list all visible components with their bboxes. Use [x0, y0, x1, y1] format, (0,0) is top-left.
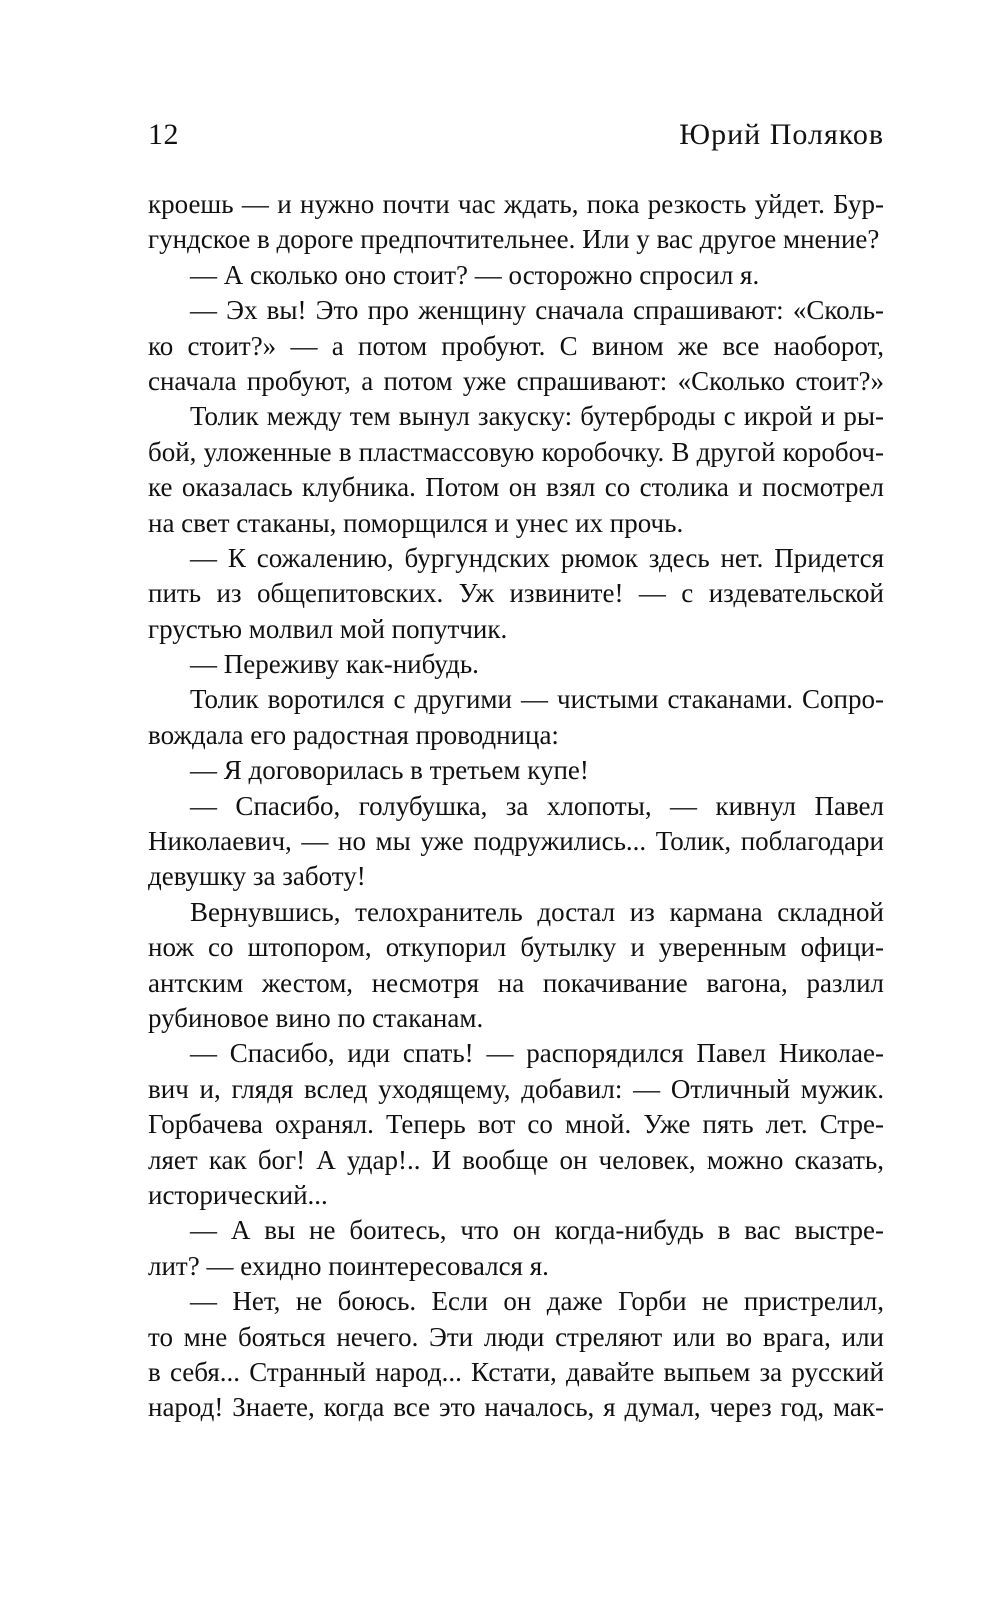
text-line: ке оказалась клубника. Потом он взял со столика и посмотрел — [148, 472, 884, 503]
running-head — [148, 118, 884, 162]
text-line: — Нет, не боюсь. Если он даже Горби не пристрелил, — [190, 1286, 884, 1317]
text-line: — А сколько оно стоит? — осторожно спросил я. — [190, 259, 760, 290]
text-line: грустью молвил мой попутчик. — [148, 613, 508, 644]
text-line: кроешь — и нужно почти час ждать, пока резкость уйдет. Бур- — [148, 189, 884, 219]
text-line: — Спасибо, иди спать! — распорядился Павел Николае- — [190, 1038, 884, 1069]
page-number: 12 — [148, 118, 179, 151]
text-line: нож со штопором, откупорил бутылку и уверенным офици- — [148, 932, 884, 963]
text-line: девушку за заботу! — [148, 861, 366, 892]
text-line: — Эх вы! Это про женщину сначала спрашивают: «Сколь- — [190, 295, 884, 326]
text-line: Горбачева охранял. Теперь вот со мной. Уже пять лет. Стре- — [148, 1109, 884, 1140]
text-line: — Переживу как-нибудь. — [190, 649, 479, 680]
text-line: пить из общепитовских. Уж извините! — с издевательской — [148, 578, 884, 609]
text-line: ко стоит?» — а потом пробуют. С вином же все наоборот, — [148, 330, 884, 361]
text-line: — Спасибо, голубушка, за хлопоты, — кивнул Павел — [190, 790, 884, 821]
text-line: бой, уложенные в пластмассовую коробочку. В другой коробоч- — [148, 436, 884, 467]
text-line: Толик между тем вынул закуску: бутерброды с икрой и ры- — [190, 401, 884, 432]
running-head-author: Юрий Поляков — [679, 118, 884, 151]
text-line: вич и, глядя вслед уходящему, добавил: — Отличный мужик. — [148, 1073, 884, 1104]
text-line: Николаевич, — но мы уже подружились... Толик, поблагодари — [148, 826, 884, 857]
text-line: — А вы не боитесь, что он когда-нибудь в вас выстре- — [190, 1215, 884, 1246]
text-line: — К сожалению, бургундских рюмок здесь нет. Придется — [190, 542, 884, 573]
text-line: — Я договорилась в третьем купе! — [190, 755, 589, 786]
body-text — [148, 187, 884, 1426]
text-line: то мне бояться нечего. Эти люди стреляют или во врага, или — [148, 1321, 884, 1352]
text-line: Толик воротился с другими — чистыми стаканами. Сопро- — [190, 684, 884, 715]
text-line: в себя... Странный народ... Кстати, давайте выпьем за русский — [148, 1356, 884, 1387]
text-line: сначала пробуют, а потом уже спрашивают: «Сколько стоит?» — [148, 365, 884, 396]
text-line: рубиновое вино по стаканам. — [148, 1002, 484, 1033]
text-line: антским жестом, несмотря на покачивание вагона, разлил — [148, 967, 884, 998]
text-line: Вернувшись, телохранитель достал из кармана складной — [190, 896, 884, 927]
text-line: на свет стаканы, поморщился и унес их прочь. — [148, 507, 684, 538]
text-line: вождала его радостная проводница: — [148, 719, 559, 750]
text-line: народ! Знаете, когда все это началось, я думал, через год, мак- — [148, 1392, 884, 1423]
text-line: лит? — ехидно поинтересовался я. — [148, 1250, 549, 1281]
text-line: исторический... — [148, 1179, 328, 1210]
text-line: гундское в дороге предпочтительнее. Или у вас другое мнение? — [148, 224, 880, 255]
text-line: ляет как бог! А удар!.. И вообще он человек, можно сказать, — [148, 1144, 884, 1175]
